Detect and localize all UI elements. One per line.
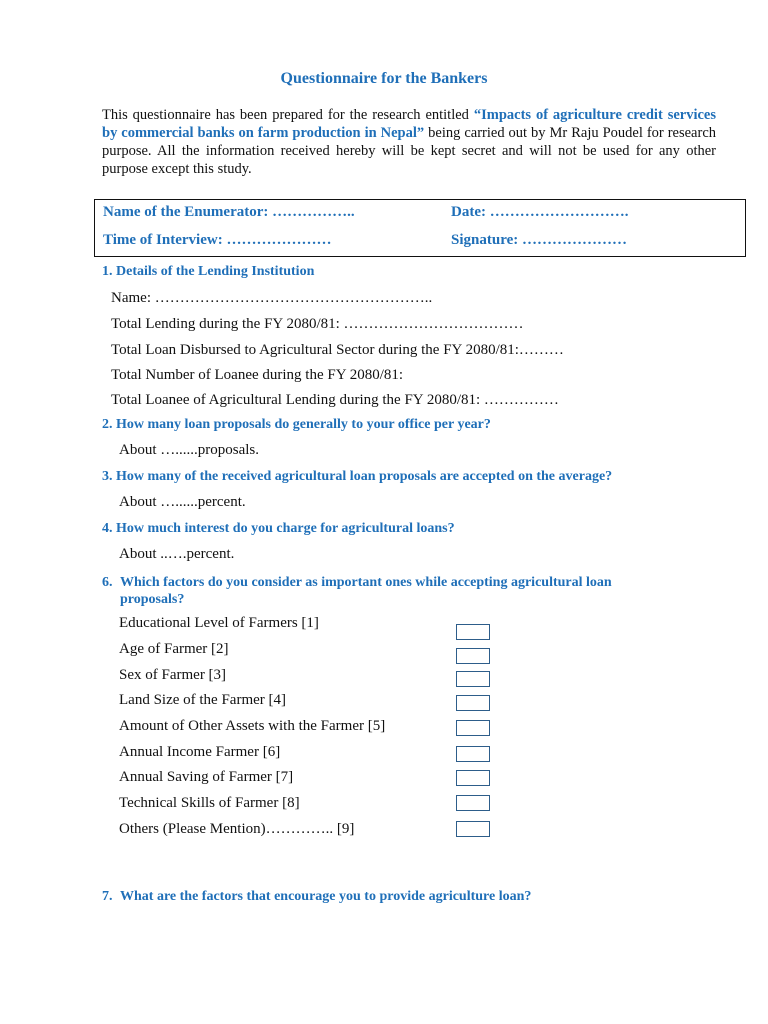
agri-loan-disbursed-field[interactable]: Total Loan Disbursed to Agricultural Sector during the FY 2080/81:……… [111,342,564,358]
question-7 [102,889,531,905]
interview-time-field[interactable]: Time of Interview: ………………… [103,232,332,248]
question-6 [102,574,702,608]
factor-checkbox[interactable] [456,746,490,762]
question-6-text-line1: Which factors do you consider as important ones while accepting agricultural loan [120,575,612,590]
interview-info-box [94,199,746,257]
factor-checkbox[interactable] [456,770,490,786]
factor-option-label: Educational Level of Farmers [1] [119,615,319,631]
factor-checkbox[interactable] [456,821,490,837]
question-2: 2. How many loan proposals do generally to your office per year? [102,417,491,432]
institution-name-field[interactable]: Name: ……………………………………………….. [111,290,433,306]
question-4: 4. How much interest do you charge for agricultural loans? [102,521,455,536]
factor-checkbox[interactable] [456,695,490,711]
section1-heading: 1. Details of the Lending Institution [102,264,315,279]
factor-checkbox[interactable] [456,720,490,736]
factor-checkbox[interactable] [456,624,490,640]
info-row-1 [103,204,629,221]
page-title: Questionnaire for the Bankers [280,70,488,87]
factor-checkbox[interactable] [456,795,490,811]
answer-4[interactable]: About ..….percent. [119,546,235,562]
factor-option-label: Others (Please Mention)………….. [9] [119,821,355,837]
loanee-count-field[interactable]: Total Number of Loanee during the FY 2080/81: [111,367,404,383]
question-6-text-line2: proposals? [120,592,185,607]
question-7-text: What are the factors that encourage you to provide agriculture loan? [120,889,532,904]
enumerator-field[interactable]: Name of the Enumerator: …………….. [103,204,355,220]
date-field[interactable]: Date: ………………………. [451,204,629,220]
total-lending-field[interactable]: Total Lending during the FY 2080/81: ……………………………… [111,316,524,332]
question-6-number: 6. [102,575,113,590]
factor-option-label: Sex of Farmer [3] [119,667,227,683]
factor-option-label: Annual Saving of Farmer [7] [119,769,294,785]
info-row-2 [103,232,627,249]
answer-3[interactable]: About …......percent. [119,494,246,510]
intro-text-start: This questionnaire has been prepared for the research entitled [102,107,474,123]
intro-paragraph [102,106,716,178]
research-title: “Impacts of agriculture credit services by commercial banks on farm production in Nepal” [102,107,716,141]
factor-option-label: Annual Income Farmer [6] [119,744,281,760]
factor-checkbox[interactable] [456,648,490,664]
signature-field[interactable]: Signature: ………………… [451,232,627,248]
factor-checkbox[interactable] [456,671,490,687]
factor-option-label: Age of Farmer [2] [119,641,229,657]
agri-loanee-field[interactable]: Total Loanee of Agricultural Lending during the FY 2080/81: …………… [111,392,559,408]
question-7-number: 7. [102,889,113,904]
factor-option-label: Amount of Other Assets with the Farmer [5] [119,718,386,734]
intro-text-end: being carried out by Mr Raju Poudel for research purpose. All the information received hereby will be kept secret and will not be used for any other purpose except this study. [102,125,716,177]
question-3: 3. How many of the received agricultural loan proposals are accepted on the average? [102,469,613,484]
answer-2[interactable]: About …......proposals. [119,442,259,458]
factor-option-label: Technical Skills of Farmer [8] [119,795,300,811]
factor-option-label: Land Size of the Farmer [4] [119,692,287,708]
